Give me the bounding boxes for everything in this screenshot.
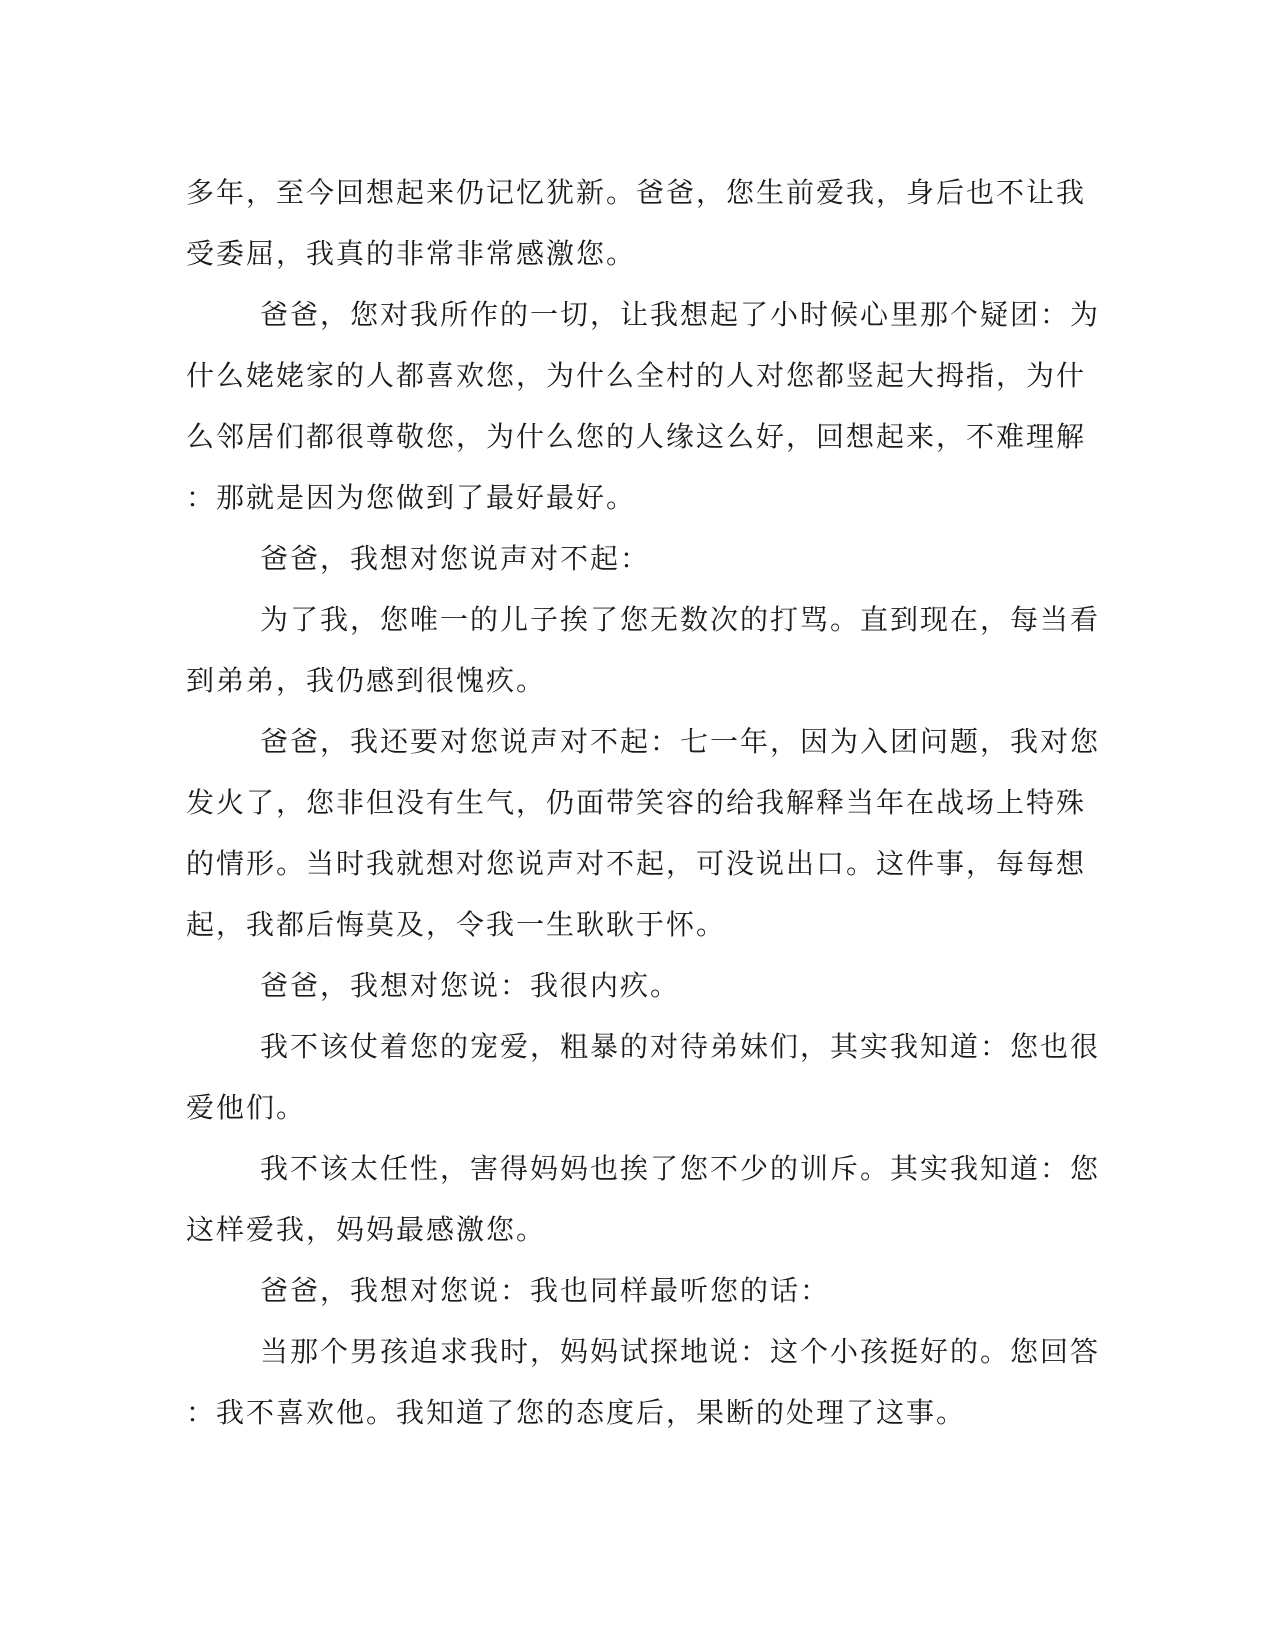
text-line: ：我不喜欢他。我知道了您的态度后，果断的处理了这事。 [186,1396,967,1429]
text-line: 爱他们。 [186,1091,307,1124]
text-line: 的情形。当时我就想对您说声对不起，可没说出口。这件事，每每想 [186,847,1087,880]
letter-body [186,162,1101,1443]
text-line: 这样爱我，妈妈最感激您。 [186,1213,547,1246]
text-line: 我不该太任性，害得妈妈也挨了您不少的训斥。其实我知道：您 [260,1152,1101,1185]
text-line: 什么姥姥家的人都喜欢您，为什么全村的人对您都竖起大拇指，为什 [186,359,1087,392]
text-line: 爸爸，我想对您说：我很内疚。 [260,969,681,1002]
text-line: 发火了，您非但没有生气，仍面带笑容的给我解释当年在战场上特殊 [186,786,1087,819]
text-line: 我不该仗着您的宠爱，粗暴的对待弟妹们，其实我知道：您也很 [260,1030,1101,1063]
text-line: 为了我，您唯一的儿子挨了您无数次的打骂。直到现在，每当看 [260,603,1101,636]
text-line: 到弟弟，我仍感到很愧疚。 [186,664,547,697]
text-line: 受委屈，我真的非常非常感激您。 [186,237,637,270]
text-line: 当那个男孩追求我时，妈妈试探地说：这个小孩挺好的。您回答 [260,1335,1101,1368]
text-line: 么邻居们都很尊敬您，为什么您的人缘这么好，回想起来，不难理解 [186,420,1087,453]
text-line: 爸爸，我还要对您说声对不起：七一年，因为入团问题，我对您 [260,725,1101,758]
text-line: 多年，至今回想起来仍记忆犹新。爸爸，您生前爱我，身后也不让我 [186,176,1087,209]
text-line: ：那就是因为您做到了最好最好。 [186,481,637,514]
text-line: 爸爸，我想对您说：我也同样最听您的话： [260,1274,831,1307]
text-line: 起，我都后悔莫及，令我一生耿耿于怀。 [186,908,727,941]
text-line: 爸爸，您对我所作的一切，让我想起了小时候心里那个疑团：为 [260,298,1101,331]
text-line: 爸爸，我想对您说声对不起： [260,542,651,575]
